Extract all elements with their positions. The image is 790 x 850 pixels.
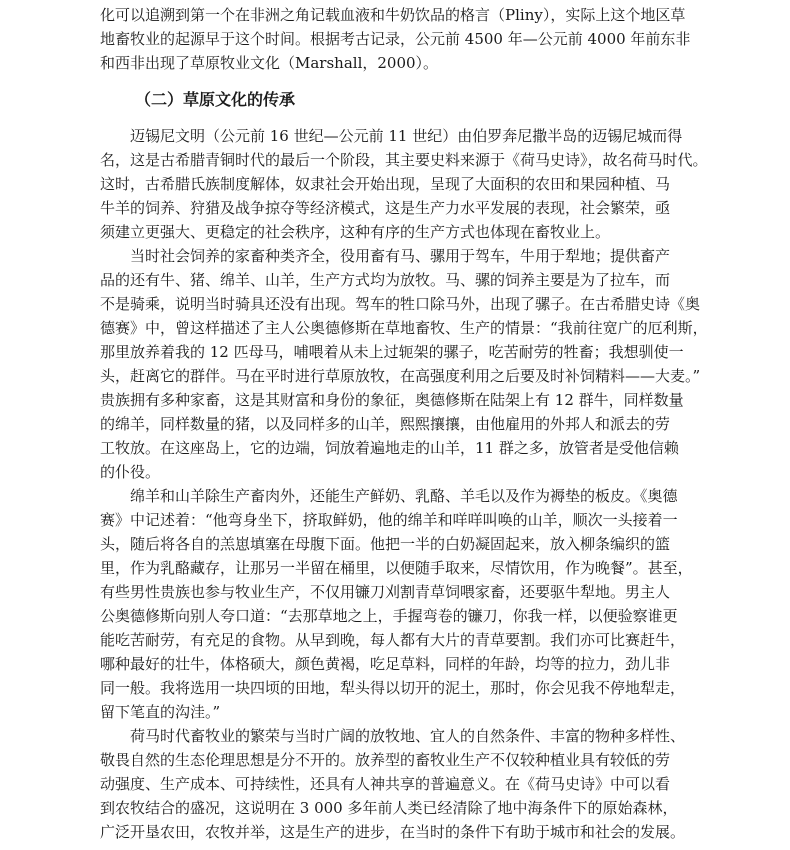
paragraph-line: 的仆役。 <box>100 463 161 481</box>
paragraph-line: 地畜牧业的起源早于这个时间。根据考古记录，公元前 4500 年—公元前 4000 年前东非 <box>100 30 691 48</box>
section-heading: （二）草原文化的传承 <box>135 90 296 109</box>
paragraph-line: 品的还有牛、猪、绵羊、山羊，生产方式均为放牧。马、骡的饲养主要是为了拉车，而 <box>100 271 671 289</box>
paragraph-line: 里，作为乳酪藏存，让那另一半留在桶里，以便随手取来，尽情饮用，作为晚餐”。甚至， <box>100 559 693 577</box>
paragraph-line: 那里放养着我的 12 匹母马，哺喂着从未上过轭架的骡子，吃苦耐劳的牲畜；我想驯使一 <box>100 343 684 361</box>
paragraph-line: 广泛开垦农田，农牧并举，这是生产的进步，在当时的条件下有助于城市和社会的发展。 <box>100 823 686 841</box>
paragraph-line: 化可以追溯到第一个在非洲之角记载血液和牛奶饮品的格言（Pliny），实际上这个地区草 <box>100 6 686 24</box>
paragraph-line: 有些男性贵族也参与牧业生产，不仅用镰刀刈割青草饲喂家畜，还要驱牛犁地。男主人 <box>100 583 671 601</box>
paragraph-line: 须建立更强大、更稳定的社会秩序，这种有序的生产方式也体现在畜牧业上。 <box>100 223 611 241</box>
paragraph-line: 工牧放。在这座岛上，它的边端，饲放着遍地走的山羊，11 群之多，放管者是受他信赖 <box>100 439 679 457</box>
paragraph-line: 到农牧结合的盛况，这说明在 3 000 多年前人类已经清除了地中海条件下的原始森林， <box>100 799 678 817</box>
paragraph-line: 名，这是古希腊青铜时代的最后一个阶段，其主要史料来源于《荷马史诗》，故名荷马时代。 <box>100 151 708 169</box>
paragraph-line: 能吃苦耐劳，有充足的食物。从早到晚，每人都有大片的青草要割。我们亦可比赛赶牛， <box>100 631 686 649</box>
paragraph-line: 动强度、生产成本、可持续性，还具有人神共享的普遍意义。在《荷马史诗》中可以看 <box>100 775 671 793</box>
paragraph-line: 赛》中记述着：“他弯身坐下，挤取鲜奶，他的绵羊和咩咩叫唤的山羊，顺次一头接着一 <box>100 511 678 529</box>
paragraph-line: 牛羊的饲养、狩猎及战争掠夺等经济模式，这是生产力水平发展的表现，社会繁荣，亟 <box>100 199 671 217</box>
paragraph-line: 头，赶离它的群伴。马在平时进行草原放牧，在高强度利用之后要及时补饲精料——大麦。” <box>100 367 701 385</box>
paragraph-line: 哪种最好的壮牛，体格硕大，颜色黄褐，吃足草料，同样的年龄，均等的拉力，劲儿非 <box>100 655 671 673</box>
paragraph-line: 头，随后将各自的羔崽填塞在母腹下面。他把一半的白奶凝固起来，放入柳条编织的篮 <box>100 535 671 553</box>
paragraph-line: 贵族拥有多种家畜，这是其财富和身份的象征，奥德修斯在陆架上有 12 群牛，同样数量 <box>100 391 684 409</box>
paragraph-line: 不是骑乘，说明当时骑具还没有出现。驾车的牲口除马外，出现了骡子。在古希腊史诗《奥 <box>100 295 701 313</box>
paragraph-line: 这时，古希腊氏族制度解体，奴隶社会开始出现，呈现了大面积的农田和果园种植、马 <box>100 175 671 193</box>
paragraph-line: 荷马时代畜牧业的繁荣与当时广阔的放牧地、宜人的自然条件、丰富的物种多样性、 <box>130 727 686 745</box>
paragraph-line: 留下笔直的沟洼。” <box>100 703 221 721</box>
paragraph-line: 和西非出现了草原牧业文化（Marshall，2000）。 <box>100 54 439 72</box>
paragraph-line: 当时社会饲养的家畜种类齐全，役用畜有马、骡用于驾车，牛用于犁地；提供畜产 <box>130 247 671 265</box>
paragraph-line: 同一般。我将选用一块四顷的田地，犁头得以切开的泥土，那时，你会见我不停地犁走， <box>100 679 686 697</box>
paragraph-line: 敬畏自然的生态伦理思想是分不开的。放养型的畜牧业生产不仅较种植业具有较低的劳 <box>100 751 671 769</box>
paragraph-line: 公奥德修斯向别人夸口道：“去那草地之上，手握弯卷的镰刀，你我一样，以便验察谁更 <box>100 607 678 625</box>
paragraph-line: 绵羊和山羊除生产畜肉外，还能生产鲜奶、乳酪、羊毛以及作为褥垫的板皮。《奥德 <box>130 487 678 505</box>
paragraph-line: 德赛》中，曾这样描述了主人公奥德修斯在草地畜牧、生产的情景：“我前往宽广的厄利斯， <box>100 319 708 337</box>
paragraph-line: 的绵羊，同样数量的猪，以及同样多的山羊，熙熙攘攘，由他雇用的外邦人和派去的劳 <box>100 415 671 433</box>
paragraph-line: 迈锡尼文明（公元前 16 世纪—公元前 11 世纪）由伯罗奔尼撒半岛的迈锡尼城而得 <box>130 127 683 145</box>
